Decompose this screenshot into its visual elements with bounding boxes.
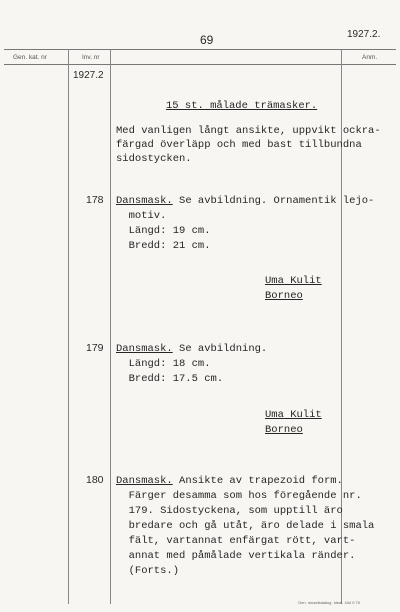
- column-divider-gen: [68, 49, 69, 604]
- group-intro: [116, 124, 381, 166]
- entry-description: [116, 474, 374, 579]
- intro-line: sidostycken.: [116, 153, 192, 165]
- header-bottom-rule: [4, 64, 396, 65]
- printer-note: Gen. museikatalog. Ideal. 444 9 70: [298, 600, 361, 605]
- group-title: 15 st. målade trämasker.: [166, 100, 318, 112]
- description-line: annat med påmålade vertikala ränder.: [116, 550, 356, 562]
- column-header-gen-kat-nr: Gen. kat. nr: [13, 54, 47, 61]
- description-line: Längd: 18 cm.: [116, 358, 211, 370]
- date-reference: 1927.2.: [347, 29, 381, 40]
- description-line: Bredd: 17.5 cm.: [116, 373, 224, 385]
- entry-description: [116, 342, 267, 387]
- column-header-inv-nr: Inv. nr: [82, 54, 100, 61]
- description-line: Längd: 19 cm.: [116, 225, 211, 237]
- entry-description: [116, 194, 374, 254]
- origin-place: Borneo: [265, 424, 303, 436]
- entry-inv-number: 180: [86, 474, 104, 486]
- entry-origin: [265, 274, 322, 304]
- entry-inv-number: 178: [86, 194, 104, 206]
- description-line: fält, vartannat enfärgat rött, vart-: [116, 535, 356, 547]
- page-number: 69: [200, 33, 214, 47]
- description-line: bredare och gå utåt, äro delade i smala: [116, 520, 375, 532]
- origin-people: Uma Kulit: [265, 409, 322, 421]
- column-divider-inv: [110, 49, 111, 604]
- description-line: Dansmask. Se avbildning. Ornamentik lejo-: [116, 195, 375, 207]
- header-top-rule: [4, 49, 396, 50]
- entry-inv-number: 179: [86, 342, 104, 354]
- intro-line: färgad överläpp och med bast tillbundna: [116, 139, 362, 151]
- description-line: (Forts.): [116, 565, 180, 577]
- description-line: Dansmask. Ansikte av trapezoid form.: [116, 475, 343, 487]
- intro-line: Med vanligen långt ansikte, uppvikt ockra-: [116, 125, 381, 137]
- description-line: Bredd: 21 cm.: [116, 240, 211, 252]
- group-inv-prefix: 1927.2: [73, 70, 104, 81]
- description-line: motiv.: [116, 210, 167, 222]
- description-line: Dansmask. Se avbildning.: [116, 343, 268, 355]
- column-header-anm: Anm.: [362, 54, 378, 61]
- description-line: Färger desamma som hos föregående nr.: [116, 490, 362, 502]
- description-line: 179. Sidostyckena, som upptill äro: [116, 505, 343, 517]
- entry-origin: [265, 408, 322, 438]
- origin-people: Uma Kulit: [265, 275, 322, 287]
- origin-place: Borneo: [265, 290, 303, 302]
